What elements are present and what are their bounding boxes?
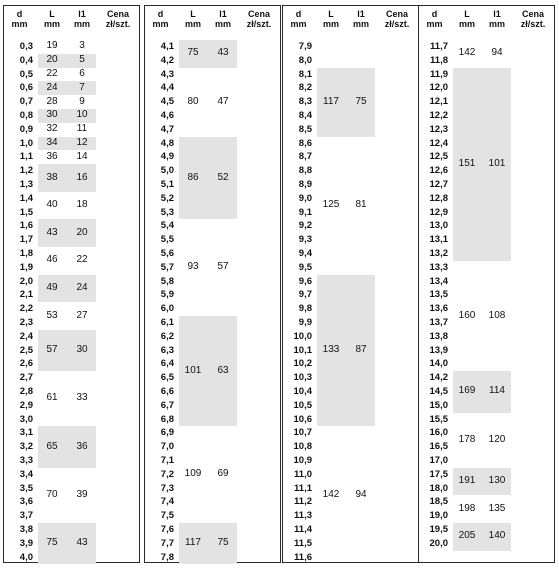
diameter-value: 8,0 [298, 54, 312, 66]
diameter-value: 11,1 [294, 482, 312, 494]
l1-value: 135 [488, 502, 506, 514]
header-d-unit: mm [11, 19, 28, 29]
header-l-unit: mm [184, 19, 201, 29]
diameter-value: 11,5 [294, 537, 312, 549]
l1-value: 87 [355, 344, 367, 355]
table-panel [3, 5, 140, 563]
diameter-value: 5,6 [160, 248, 174, 259]
diameter-value: 18,5 [429, 496, 448, 508]
diameter-value: 1,6 [19, 220, 33, 232]
diameter-value: 10,5 [293, 399, 312, 411]
header-l1-label: l1 [78, 9, 86, 19]
diameter-value: 7,2 [160, 468, 174, 480]
diameter-value: 12,1 [429, 96, 448, 108]
diameter-value: 10,1 [293, 344, 312, 356]
length-value: 57 [46, 344, 58, 355]
header-l1 [209, 9, 237, 29]
l1-value: 75 [217, 537, 229, 549]
header-price-label: Cena [521, 9, 544, 19]
header-l1 [68, 9, 96, 29]
diameter-value: 2,1 [19, 289, 33, 301]
diameter-value: 7,1 [160, 455, 174, 466]
diameter-value: 13,8 [429, 330, 448, 342]
diameter-value: 9,8 [298, 303, 312, 315]
diameter-value: 4,4 [160, 82, 174, 94]
l1-value: 30 [76, 344, 88, 355]
diameter-value: 6,4 [160, 358, 174, 370]
header-l-unit: mm [458, 19, 475, 29]
diameter-value: 3,1 [19, 427, 33, 439]
diameter-value: 12,6 [429, 165, 448, 177]
header-d-label: d [431, 9, 438, 19]
diameter-value: 11,9 [430, 68, 448, 80]
l1-value: 94 [355, 488, 367, 500]
diameter-value: 1,8 [19, 248, 33, 259]
length-value: 151 [458, 157, 476, 169]
diameter-value: 7,4 [160, 496, 174, 508]
diameter-value: 0,5 [19, 68, 33, 80]
diameter-value: 9,1 [298, 206, 312, 218]
header-l-label: L [464, 9, 470, 19]
header-l-label: L [49, 9, 55, 19]
diameter-value: 11,4 [294, 524, 312, 535]
length-value: 28 [46, 95, 58, 107]
length-value: 65 [46, 440, 58, 452]
header-l-unit: mm [322, 19, 339, 29]
diameter-value: 5,2 [160, 192, 174, 204]
diameter-value: 8,7 [298, 151, 312, 163]
diameter-value: 19,0 [429, 510, 448, 522]
diameter-value: 1,4 [19, 192, 33, 204]
diameter-value: 2,2 [19, 303, 33, 315]
diameter-value: 8,1 [298, 68, 312, 80]
diameter-value: 14,5 [429, 386, 448, 397]
table-panel [144, 5, 281, 563]
diameter-value: 12,3 [429, 123, 448, 135]
diameter-value: 8,6 [298, 137, 312, 149]
diameter-value: 6,0 [160, 303, 174, 315]
length-value: 198 [458, 502, 476, 514]
diameter-value: 14,0 [429, 358, 448, 370]
l1-value: 140 [488, 530, 506, 542]
diameter-value: 11,7 [430, 41, 448, 52]
diameter-value: 10,6 [293, 413, 312, 425]
diameter-value: 9,7 [298, 289, 312, 301]
diameter-value: 6,5 [160, 372, 174, 384]
diameter-value: 8,4 [298, 110, 312, 121]
diameter-value: 1,3 [19, 179, 33, 190]
header-l-unit: mm [43, 19, 60, 29]
header-price-unit: zł/szt. [384, 19, 410, 29]
diameter-value: 10,4 [293, 386, 312, 397]
diameter-value: 20,0 [429, 537, 448, 549]
length-value: 178 [458, 433, 476, 445]
diameter-value: 5,7 [160, 261, 174, 273]
diameter-value: 2,7 [19, 372, 33, 384]
length-value: 38 [46, 171, 58, 183]
diameter-value: 5,3 [160, 206, 174, 218]
diameter-value: 6,6 [160, 386, 174, 397]
diameter-value: 12,7 [429, 179, 448, 190]
l1-value: 101 [488, 157, 506, 169]
l1-value: 12 [76, 137, 88, 148]
header-price-unit: zł/szt. [246, 19, 272, 29]
length-value: 40 [46, 199, 58, 211]
diameter-value: 1,2 [19, 165, 33, 177]
diameter-value: 12,0 [429, 82, 448, 94]
length-value: 75 [46, 537, 58, 549]
diameter-value: 3,8 [19, 524, 33, 535]
header-price-unit: zł/szt. [520, 19, 546, 29]
diameter-value: 9,4 [298, 248, 312, 259]
diameter-value: 13,6 [429, 303, 448, 315]
length-value: 53 [46, 309, 58, 321]
length-value: 75 [187, 47, 199, 59]
diameter-value: 6,1 [160, 317, 174, 328]
header-l [317, 9, 345, 29]
diameter-value: 4,0 [19, 551, 33, 563]
l1-value: 69 [217, 468, 229, 480]
l1-value: 24 [76, 281, 88, 293]
diameter-value: 17,5 [429, 468, 448, 480]
l1-value: 63 [217, 364, 229, 376]
diameter-value: 16,0 [429, 427, 448, 439]
l1-value: 36 [76, 440, 88, 452]
diameter-value: 14,2 [429, 372, 448, 384]
diameter-value: 11,6 [294, 551, 312, 563]
header-price-label: Cena [385, 9, 408, 19]
l1-value: 108 [488, 309, 506, 321]
header-l1-label: l1 [219, 9, 227, 19]
header-l1-label: l1 [493, 9, 501, 19]
diameter-value: 0,4 [19, 54, 33, 66]
diameter-value: 15,5 [429, 413, 448, 425]
diameter-value: 9,6 [298, 275, 312, 287]
length-value: 117 [323, 95, 339, 107]
l1-value: 120 [488, 433, 506, 445]
header-d [421, 9, 448, 29]
header-l1-unit: mm [214, 19, 231, 29]
diameter-value: 2,4 [19, 330, 33, 342]
header-l-label: L [190, 9, 196, 19]
diameter-value: 9,3 [298, 234, 312, 246]
diameter-value: 7,3 [160, 482, 174, 494]
diameter-value: 15,0 [429, 399, 448, 411]
diameter-value: 7,0 [160, 441, 174, 453]
l1-value: 5 [79, 54, 85, 66]
l1-value: 6 [79, 68, 85, 79]
diameter-value: 12,2 [429, 110, 448, 121]
diameter-value: 3,9 [19, 537, 33, 549]
diameter-value: 4,8 [160, 137, 174, 149]
diameter-value: 13,7 [429, 317, 448, 328]
diameter-value: 8,3 [298, 96, 312, 108]
diameter-value: 6,8 [160, 413, 174, 425]
length-value: 46 [46, 254, 58, 266]
diameter-value: 13,2 [429, 248, 448, 259]
length-value: 125 [322, 199, 340, 211]
diameter-value: 1,9 [19, 261, 33, 273]
l1-value: 16 [76, 171, 88, 183]
l1-value: 39 [76, 488, 88, 500]
length-value: 117 [185, 537, 201, 549]
length-value: 80 [187, 95, 199, 107]
l1-value: 114 [489, 385, 505, 397]
header-l1 [347, 9, 375, 29]
l1-value: 18 [76, 199, 88, 211]
diameter-value: 5,5 [160, 234, 174, 246]
header-d-unit: mm [426, 19, 443, 29]
l1-value: 22 [76, 254, 88, 266]
l1-value: 47 [217, 95, 229, 107]
l1-value: 33 [76, 392, 88, 404]
diameter-value: 1,0 [19, 137, 33, 149]
header-d [285, 9, 312, 29]
l1-value: 27 [76, 309, 88, 321]
header-l-label: L [328, 9, 334, 19]
l1-value: 14 [76, 150, 88, 162]
length-value: 36 [46, 150, 58, 162]
diameter-value: 9,0 [298, 192, 312, 204]
diameter-value: 4,1 [160, 41, 174, 52]
diameter-value: 2,8 [19, 386, 33, 397]
diameter-value: 4,9 [160, 151, 174, 163]
header-l1-unit: mm [352, 19, 369, 29]
l1-value: 7 [79, 81, 85, 93]
diameter-value: 4,5 [160, 96, 174, 108]
diameter-value: 0,7 [19, 96, 33, 108]
l1-value: 75 [355, 95, 367, 107]
length-value: 49 [46, 281, 58, 293]
diameter-value: 7,7 [160, 537, 174, 549]
length-value: 142 [458, 47, 476, 59]
diameter-value: 7,9 [298, 41, 312, 52]
diameter-value: 11,2 [294, 496, 312, 508]
diameter-value: 12,4 [429, 137, 448, 149]
header-price-label: Cena [247, 9, 270, 19]
diameter-value: 8,2 [298, 82, 312, 94]
diameter-value: 5,0 [160, 165, 174, 177]
length-value: 30 [46, 109, 58, 121]
header-l1-unit: mm [488, 19, 505, 29]
diameter-value: 9,2 [298, 220, 312, 232]
diameter-value: 13,1 [429, 234, 448, 246]
header-d-label: d [16, 9, 23, 19]
diameter-value: 3,7 [19, 510, 33, 522]
length-value: 142 [322, 488, 340, 500]
diameter-value: 5,4 [160, 220, 174, 232]
diameter-value: 9,5 [298, 261, 312, 273]
length-value: 86 [187, 171, 199, 183]
diameter-value: 2,9 [19, 399, 33, 411]
length-value: 24 [46, 81, 58, 93]
l1-value: 57 [217, 261, 229, 273]
length-value: 20 [46, 54, 58, 66]
diameter-value: 0,9 [19, 123, 33, 135]
length-value: 43 [46, 226, 58, 238]
l1-value: 52 [217, 171, 229, 183]
diameter-value: 6,9 [160, 427, 174, 439]
header-l [179, 9, 207, 29]
diameter-value: 1,5 [19, 206, 33, 218]
diameter-value: 4,2 [160, 54, 174, 66]
l1-value: 43 [76, 537, 88, 549]
diameter-value: 11,3 [294, 510, 312, 522]
diameter-value: 11,8 [430, 54, 448, 66]
l1-value: 130 [488, 475, 506, 487]
diameter-value: 4,3 [160, 68, 174, 80]
diameter-value: 3,4 [19, 468, 33, 480]
l1-value: 10 [76, 109, 88, 121]
length-value: 160 [458, 309, 476, 321]
length-value: 34 [46, 137, 58, 148]
diameter-value: 8,8 [298, 165, 312, 177]
diameter-value: 1,1 [19, 151, 33, 163]
l1-value: 9 [79, 95, 85, 107]
diameter-value: 18,0 [429, 482, 448, 494]
l1-value: 81 [355, 199, 367, 211]
diameter-value: 2,3 [19, 317, 33, 328]
diameter-value: 19,5 [429, 524, 448, 535]
diameter-value: 13,3 [429, 261, 448, 273]
diameter-value: 10,9 [293, 455, 312, 466]
l1-value: 43 [217, 47, 229, 59]
length-value: 22 [46, 68, 58, 79]
diameter-value: 7,8 [160, 551, 174, 563]
diameter-value: 7,5 [160, 510, 174, 522]
length-value: 32 [46, 123, 58, 135]
header-price [98, 9, 138, 29]
length-value: 61 [46, 392, 58, 404]
diameter-value: 3,6 [19, 496, 33, 508]
header-price [513, 9, 553, 29]
length-value: 205 [458, 530, 476, 542]
header-l [453, 9, 481, 29]
l1-value: 11 [76, 123, 88, 135]
diameter-value: 10,2 [293, 358, 312, 370]
diameter-value: 8,9 [298, 179, 312, 190]
table-panel [418, 5, 555, 563]
header-l1 [483, 9, 511, 29]
length-value: 133 [322, 344, 340, 355]
diameter-value: 0,6 [19, 82, 33, 94]
length-value: 101 [184, 364, 202, 376]
diameter-value: 17,0 [429, 455, 448, 466]
diameter-value: 6,2 [160, 330, 174, 342]
diameter-value: 5,8 [160, 275, 174, 287]
diameter-value: 9,9 [298, 317, 312, 328]
diameter-value: 16,5 [429, 441, 448, 453]
table-panel [282, 5, 419, 563]
header-price-unit: zł/szt. [105, 19, 131, 29]
diameter-value: 10,0 [293, 330, 312, 342]
diameter-value: 13,9 [429, 344, 448, 356]
diameter-value: 0,8 [19, 110, 33, 121]
diameter-value: 10,3 [293, 372, 312, 384]
diameter-value: 13,5 [429, 289, 448, 301]
length-value: 70 [46, 488, 58, 500]
diameter-value: 0,3 [19, 41, 33, 52]
header-d [147, 9, 174, 29]
header-l1-label: l1 [357, 9, 365, 19]
header-price [239, 9, 279, 29]
header-price [377, 9, 417, 29]
header-d-unit: mm [152, 19, 169, 29]
diameter-value: 6,3 [160, 344, 174, 356]
diameter-value: 3,0 [19, 413, 33, 425]
diameter-value: 13,0 [429, 220, 448, 232]
header-d-label: d [295, 9, 302, 19]
header-price-label: Cena [106, 9, 129, 19]
l1-value: 3 [79, 40, 85, 52]
diameter-value: 3,2 [19, 441, 33, 453]
diameter-value: 4,7 [160, 123, 174, 135]
diameter-value: 8,5 [298, 123, 312, 135]
length-value: 191 [458, 475, 476, 487]
diameter-value: 1,7 [19, 234, 33, 246]
diameter-value: 2,0 [19, 275, 33, 287]
diameter-value: 3,3 [19, 455, 33, 466]
length-value: 19 [46, 40, 58, 52]
diameter-value: 13,4 [429, 275, 448, 287]
diameter-value: 5,9 [160, 289, 174, 301]
diameter-value: 10,7 [293, 427, 312, 439]
diameter-value: 6,7 [160, 399, 174, 411]
diameter-value: 5,1 [160, 179, 174, 190]
length-value: 109 [184, 468, 202, 480]
diameter-value: 12,9 [429, 206, 448, 218]
header-l1-unit: mm [73, 19, 90, 29]
length-value: 93 [187, 261, 199, 273]
diameter-value: 4,6 [160, 110, 174, 121]
l1-value: 20 [76, 226, 88, 238]
diameter-value: 7,6 [160, 524, 174, 535]
diameter-value: 12,8 [429, 192, 448, 204]
diameter-value: 2,6 [19, 358, 33, 370]
l1-value: 94 [491, 47, 503, 59]
diameter-value: 10,8 [293, 441, 312, 453]
diameter-value: 2,5 [19, 344, 33, 356]
header-l [38, 9, 66, 29]
length-value: 169 [458, 385, 476, 397]
header-d-label: d [157, 9, 164, 19]
diameter-value: 3,5 [19, 482, 33, 494]
diameter-value: 11,0 [294, 468, 312, 480]
diameter-value: 12,5 [429, 151, 448, 163]
header-d-unit: mm [290, 19, 307, 29]
header-d [6, 9, 33, 29]
